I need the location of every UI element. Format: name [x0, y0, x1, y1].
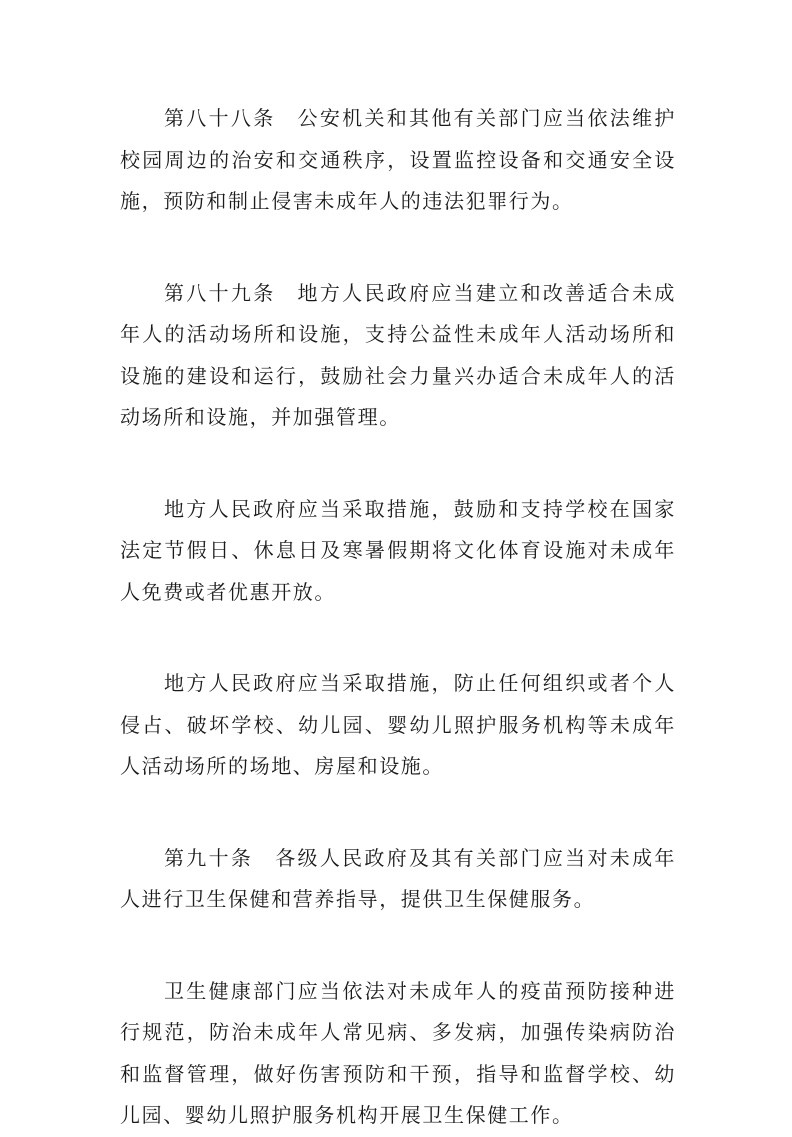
paragraph-article-90 [120, 838, 676, 921]
article-number: 第九十条 [164, 845, 254, 870]
paragraph-article-89 [120, 273, 676, 439]
paragraph-text: 地方人民政府应当建立和改善适合未成年人的活动场所和设施，支持公益性未成年人活动场所和设施的建设和运行，鼓励社会力量兴办适合未成年人的活动场所和设施，并加强管理。 [120, 280, 677, 429]
paragraph-text: 地方人民政府应当采取措施，防止任何组织或者个人侵占、破坏学校、幼儿园、婴幼儿照护服务机构等未成年人活动场所的场地、房屋和设施。 [120, 671, 676, 778]
paragraph-text: 公安机关和其他有关部门应当依法维护校园周边的治安和交通秩序，设置监控设备和交通安全设施，预防和制止侵害未成年人的违法犯罪行为。 [120, 106, 677, 213]
paragraph-text: 卫生健康部门应当依法对未成年人的疫苗预防接种进行规范，防治未成年人常见病、多发病，加强传染病防治和监督管理，做好伤害预防和干预，指导和监督学校、幼儿园、婴幼儿照护服务机构开展卫生保健工作。 [120, 978, 676, 1127]
paragraph-text: 地方人民政府应当采取措施，鼓励和支持学校在国家法定节假日、休息日及寒暑假期将文化体育设施对未成年人免费或者优惠开放。 [120, 496, 676, 604]
article-number: 第八十八条 [164, 106, 276, 130]
paragraph-article-89-clause-3 [120, 663, 676, 788]
paragraph-text: 各级人民政府及其有关部门应当对未成年人进行卫生保健和营养指导，提供卫生保健服务。 [120, 845, 676, 911]
document-body [120, 98, 676, 1137]
paragraph-article-90-clause-2 [120, 971, 676, 1137]
article-number: 第八十九条 [164, 280, 276, 305]
paragraph-article-88 [120, 98, 676, 223]
paragraph-article-89-clause-2 [120, 489, 676, 614]
